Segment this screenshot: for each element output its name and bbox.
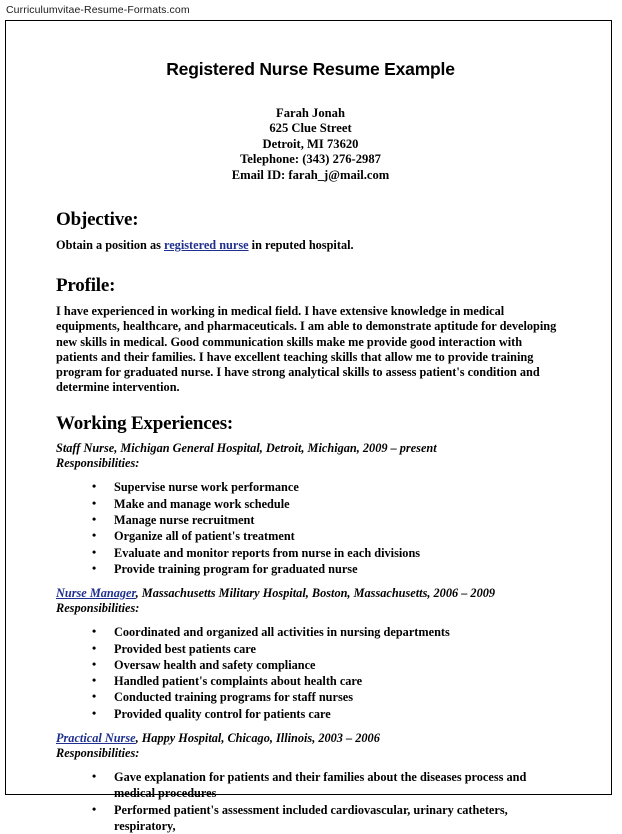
responsibilities-list [56,624,565,722]
responsibilities-label: Responsibilities: [56,456,140,471]
list-item: • Evaluate and monitor reports from nurse in each divisions [92,545,565,561]
registered-nurse-link[interactable]: registered nurse [163,238,249,253]
responsibilities-list [56,479,565,577]
resume-page [5,20,612,833]
job-entry [56,441,565,577]
list-item: • Provide training program for graduated nurse [92,561,565,577]
responsibilities-label: Responsibilities: [56,601,140,616]
site-watermark: Curriculumvitae-Resume-Formats.com [6,4,190,16]
profile-heading: Profile: [56,275,116,297]
list-item: • Make and manage work schedule [92,496,565,512]
list-item: • Provided best patients care [92,641,565,657]
job-details: , Massachusetts Military Hospital, Boston, Massachusetts, 2006 – 2009 [135,586,496,601]
list-item: • Conducted training programs for staff nurses [92,689,565,705]
responsibilities-list [56,769,565,834]
responsibilities-label: Responsibilities: [56,746,140,761]
job-title: Staff Nurse [56,441,115,456]
contact-block [56,106,565,183]
list-item: • Supervise nurse work performance [92,479,565,495]
list-item: • Organize all of patient's treatment [92,528,565,544]
contact-street: 625 Clue Street [269,121,352,136]
job-title-line [56,441,565,456]
objective-heading: Objective: [56,209,139,231]
job-title-line [56,731,565,746]
nurse-manager-link[interactable]: Nurse Manager [56,586,136,601]
contact-telephone: Telephone: (343) 276-2987 [240,152,381,167]
list-item: • Coordinated and organized all activities in nursing departments [92,624,565,640]
contact-city-state-zip: Detroit, MI 73620 [262,136,359,151]
list-item: • Oversaw health and safety compliance [92,657,565,673]
objective-text-before: Obtain a position as [56,238,164,253]
job-title-line [56,586,565,601]
job-entry [56,586,565,722]
list-item: • Manage nurse recruitment [92,512,565,528]
list-item: • Handled patient's complaints about health care [92,673,565,689]
working-experiences-heading: Working Experiences: [56,413,234,435]
resume-title: Registered Nurse Resume Example [166,59,455,79]
list-item: • Gave explanation for patients and their families about the diseases process and medical procedures [92,769,565,802]
objective-text [56,238,565,253]
resume-sheet [6,21,611,834]
contact-email: Email ID: farah_j@mail.com [231,167,390,182]
job-details: , Happy Hospital, Chicago, Illinois, 2003 – 2006 [135,731,380,746]
profile-text: I have experienced in working in medical field. I have extensive knowledge in medical equipments, healthcare, and pharmaceuticals. I am able to demonstrate aptitude for developing new skills in medical. Good communication skills make me provide good interaction with patients and their families. I have excellent teaching skills that allow me to provide training program for graduated nurse. I have strong analytical skills to assess patient's condition and determine intervention. [56,304,557,395]
job-entry [56,731,565,834]
contact-name: Farah Jonah [276,106,345,120]
practical-nurse-link[interactable]: Practical Nurse [56,731,136,746]
job-details: , Michigan General Hospital, Detroit, Michigan, 2009 – present [114,441,437,456]
list-item: • Performed patient's assessment included cardiovascular, urinary catheters, respiratory, [92,802,565,834]
objective-text-after: in reputed hospital. [248,238,354,253]
list-item: • Provided quality control for patients care [92,706,565,722]
